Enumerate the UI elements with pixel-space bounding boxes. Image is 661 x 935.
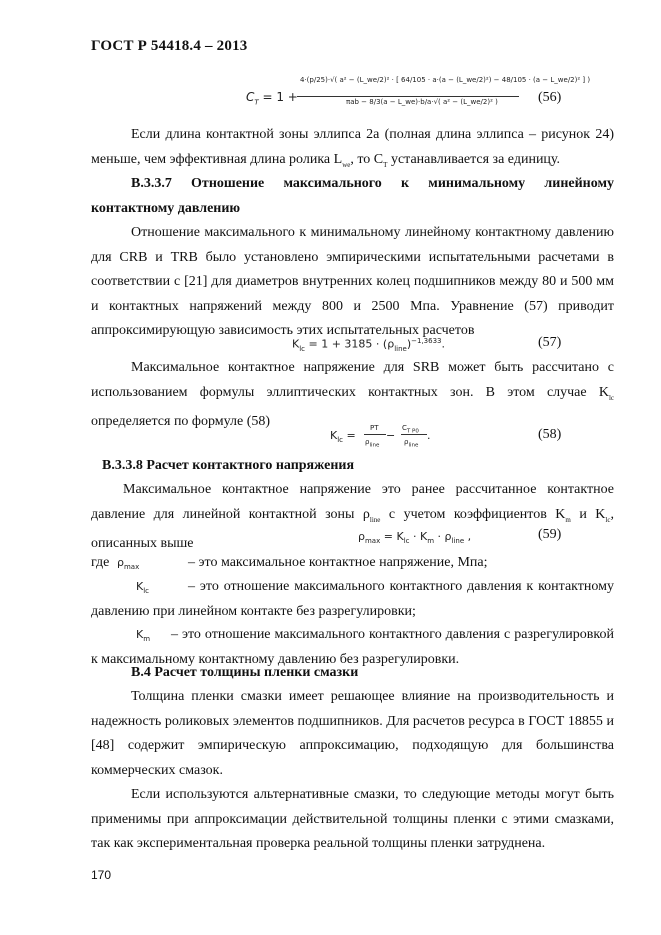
equation-58-fraction-1-bar	[364, 434, 386, 435]
equation-58-fraction-1-denominator: $\rho_{line}$	[365, 438, 380, 449]
equation-59: $\rho_{max} = K_{lc} \cdot K_m \cdot \rho_{line}$ ,	[358, 530, 472, 546]
equation-58-lhs: $K_{lc}$ =	[330, 429, 356, 445]
equation-58-fraction-1-numerator: PT	[370, 424, 379, 432]
equation-56-denominator: πab − 8/3(a − L_we)·b/a·√( a² − (L_we/2)² )	[346, 98, 498, 106]
where-definition-km: – это отношение максимального контактного давления с разрегулировкой к максимальному контактному давлению без разрегулировки.	[91, 627, 614, 667]
paragraph-film-thickness: Толщина пленки смазки имеет решающее влияние на производительность и надежность роликовых элементов подшипников. Для расчетов ресурса в ГОСТ 18855 и [48] содержит эмпирическую аппроксимацию, подходящую для большинства коммерческих смазок.	[91, 689, 614, 778]
paragraph-max-contact-stress: Максимальное контактное напряжение это ранее рассчитанное контактное давление для линейной контактной зоны $\rho_{line}$ с учетом коэффициентов $K_m$ и $K_{lc}$, описанных выше	[91, 482, 614, 551]
section-heading-b-3-3-8: В.3.3.8 Расчет контактного напряжения	[102, 458, 355, 473]
where-symbol-pmax: $\rho_{max}$	[117, 556, 140, 572]
equation-56-numerator: 4·(p/25)·√( a² − (L_we/2)² · [ 64/105 · a·(a − (L_we/2)²) − 48/105 · (a − L_we/2)² ] )	[300, 76, 591, 84]
paragraph-srb-stress: Максимальное контактное напряжение для SRB может быть рассчитано с использованием формулы эллиптических контактных зон. В этом случае $K_{lc}$ определяется по формуле (58)	[91, 360, 614, 429]
section-heading-b-4: В.4 Расчет толщины пленки смазки	[131, 665, 359, 680]
equation-58-minus: −	[386, 429, 396, 442]
page-number: 170	[91, 868, 112, 882]
paragraph-ellipse-length: Если длина контактной зоны эллипса 2a (полная длина эллипса – рисунок 24) меньше, чем эффективная длина ролика $L_{we}$, то $C_T$ устанавливается за единицу.	[91, 127, 614, 169]
document-header: ГОСТ Р 54418.4 – 2013	[91, 38, 248, 54]
equation-57-number: (57)	[538, 335, 562, 350]
equation-56-fraction-bar	[297, 96, 519, 97]
where-prefix: где	[91, 555, 110, 570]
equation-58-fraction-2-numerator: $C_{T P0}$	[402, 424, 419, 435]
where-definition-pmax: – это максимальное контактное напряжение, Мпа;	[188, 555, 488, 570]
equation-57: $K_{lc} = 1 + 3185 \cdot (\rho_{line})^{-1,3633}$.	[292, 337, 445, 353]
equation-58-number: (58)	[538, 427, 562, 442]
equation-56-lhs: $C_T = 1$ +	[246, 90, 298, 107]
paragraph-pressure-ratio: Отношение максимального к минимальному линейному контактному давлению для CRB и TRB было установлено эмпирическими испытательными расчетами в соответствии с [21] для диаметров внутренних колец подшипников между 80 и 500 мм и контактных напряжений между 800 и 2500 Мпа. Уравнение (57) приводит аппроксимирующую зависимость этих испытательных расчетов	[91, 225, 614, 338]
equation-56-number: (56)	[538, 90, 562, 105]
equation-59-number: (59)	[538, 527, 562, 542]
equation-58-fraction-2-bar	[401, 434, 427, 435]
section-heading-b-3-3-7: В.3.3.7 Отношение максимального к минимальному линейному контактному давлению	[91, 176, 614, 216]
where-symbol-km: $K_m$	[136, 628, 151, 644]
equation-58-dot: .	[427, 429, 431, 442]
where-symbol-klc: $K_{lc}$	[136, 580, 150, 596]
paragraph-alternative-lubricants: Если используются альтернативные смазки, то следующие методы могут быть применимы при аппроксимации действительной толщины пленки с этими смазками, так как экспериментальная проверка реальной толщины пленки затруднена.	[91, 787, 614, 851]
where-definition-klc: – это отношение максимального контактного давления к контактному давлению при линейном контакте без разрегулировки;	[91, 579, 614, 619]
equation-58-fraction-2-denominator: $\rho_{line}$	[404, 438, 419, 449]
